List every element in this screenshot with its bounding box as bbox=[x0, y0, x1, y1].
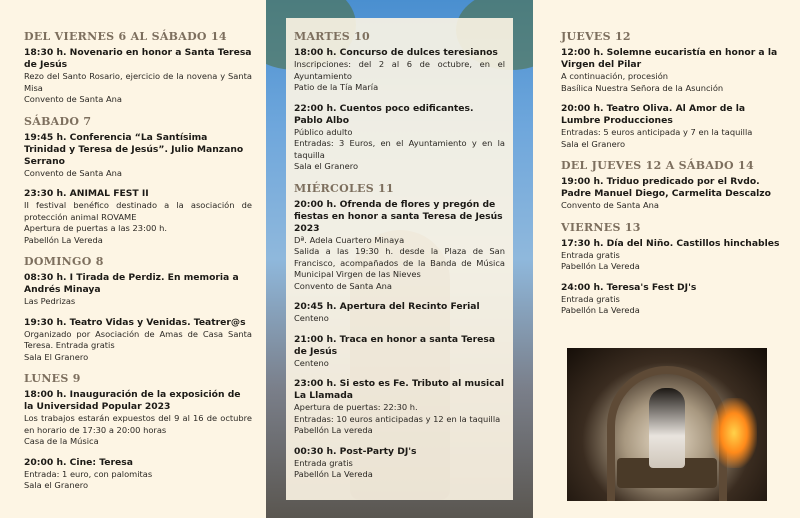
event-detail: Basílica Nuestra Señora de la Asunción bbox=[561, 82, 724, 93]
event-detail: Sala el Granero bbox=[24, 480, 89, 490]
event-detail: Pabellón La Vereda bbox=[24, 234, 103, 245]
event-item bbox=[561, 47, 786, 94]
event-title: 20:00 h. Teatro Oliva. Al Amor de la Lumbre Producciones bbox=[561, 103, 746, 126]
day-heading: MIÉRCOLES 11 bbox=[294, 181, 394, 195]
event-title: 21:00 h. Traca en honor a santa Teresa de Jesús bbox=[294, 333, 496, 357]
column-right bbox=[533, 0, 800, 518]
event-title: 24:00 h. Teresa's Fest DJ's bbox=[561, 281, 697, 293]
event-detail: Convento de Santa Ana bbox=[24, 167, 122, 178]
event-title: 18:30 h. Novenario en honor a Santa Teresa de Jesús bbox=[24, 47, 252, 70]
event-title: 20:45 h. Apertura del Recinto Ferial bbox=[294, 301, 480, 312]
event-detail: Pabellón La Vereda bbox=[294, 469, 373, 479]
procession-photo bbox=[567, 348, 767, 501]
event-detail: Pabellón La vereda bbox=[294, 425, 373, 435]
event-item bbox=[24, 188, 252, 246]
event-detail: Sala el Granero bbox=[561, 138, 626, 149]
event-item bbox=[24, 389, 252, 448]
event-title: 20:00 h. Ofrenda de flores y pregón de fiestas en honor a santa Teresa de Jesús 2023 bbox=[294, 198, 503, 234]
event-detail: Dª. Adela Cuartero Minaya bbox=[294, 234, 405, 245]
event-item bbox=[561, 282, 786, 317]
column-right-content bbox=[561, 30, 786, 317]
event-detail: Salida a las 19:30 h. desde la Plaza de San Francisco, acompañados de la Banda de Música Municipal Virgen de las Nieves bbox=[294, 246, 505, 279]
event-item bbox=[294, 47, 505, 94]
event-title: 23:30 h. ANIMAL FEST II bbox=[24, 188, 149, 199]
day-heading: SÁBADO 7 bbox=[24, 114, 92, 128]
day-heading: DEL VIERNES 6 AL SÁBADO 14 bbox=[24, 30, 227, 43]
event-item bbox=[561, 238, 786, 273]
event-title: 20:00 h. Cine: Teresa bbox=[24, 456, 133, 468]
event-detail: Centeno bbox=[294, 313, 329, 323]
event-detail: Entrada gratis bbox=[561, 293, 620, 304]
event-detail: Entrada gratis bbox=[561, 249, 620, 260]
event-item bbox=[561, 103, 786, 150]
day-heading: MARTES 10 bbox=[294, 30, 371, 43]
event-detail: Convento de Santa Ana bbox=[294, 280, 392, 291]
day-heading: LUNES 9 bbox=[24, 372, 81, 385]
event-item bbox=[294, 199, 505, 293]
event-title: 18:00 h. Inauguración de la exposición de la Universidad Popular 2023 bbox=[24, 389, 241, 412]
event-detail: Pabellón La Vereda bbox=[561, 261, 640, 271]
event-title: 18:00 h. Concurso de dulces teresianos bbox=[294, 47, 498, 58]
event-detail: Apertura de puertas a las 23:00 h. bbox=[24, 223, 167, 233]
event-item bbox=[24, 457, 252, 492]
event-title: 00:30 h. Post-Party DJ's bbox=[294, 445, 417, 457]
event-item bbox=[561, 176, 786, 212]
event-detail: Entradas: 3 Euros, en el Ayuntamiento y en la taquilla bbox=[294, 138, 505, 160]
event-detail: Convento de Santa Ana bbox=[561, 200, 659, 210]
event-detail: Convento de Santa Ana bbox=[24, 94, 122, 104]
event-detail: Entradas: 5 euros anticipada y 7 en la taquilla bbox=[561, 127, 753, 137]
event-item bbox=[24, 272, 252, 308]
event-item bbox=[294, 378, 505, 437]
event-title: 08:30 h. I Tirada de Perdiz. En memoria a Andrés Minaya bbox=[24, 272, 239, 295]
event-detail: Sala El Granero bbox=[24, 351, 89, 362]
event-detail: Las Pedrizas bbox=[24, 296, 76, 306]
event-detail: Apertura de puertas: 22:30 h. bbox=[294, 402, 418, 412]
event-item bbox=[24, 47, 252, 106]
event-detail: Organizado por Asociación de Amas de Casa Santa Teresa. Entrada gratis bbox=[24, 328, 252, 350]
event-detail: Entrada: 1 euro, con palomitas bbox=[24, 468, 153, 479]
event-detail: Centeno bbox=[294, 357, 329, 368]
event-item bbox=[294, 446, 505, 481]
event-detail: Los trabajos estarán expuestos del 9 al 16 de octubre en horario de 17:30 a 20:00 horas bbox=[24, 413, 252, 435]
event-detail: Entrada gratis bbox=[294, 457, 353, 468]
column-left bbox=[0, 0, 266, 518]
event-title: 19:30 h. Teatro Vidas y Venidas. Teatrer@s bbox=[24, 316, 246, 328]
column-center bbox=[266, 0, 533, 518]
event-detail: Entradas: 10 euros anticipadas y 12 en la taquilla bbox=[294, 413, 501, 424]
event-detail: Sala el Granero bbox=[294, 161, 359, 171]
program-card bbox=[286, 18, 513, 500]
fireworks-shape bbox=[711, 398, 757, 468]
event-detail: Casa de la Música bbox=[24, 436, 99, 446]
event-item bbox=[294, 103, 505, 173]
event-detail: Patio de la Tía María bbox=[294, 82, 379, 92]
day-heading: VIERNES 13 bbox=[561, 220, 641, 234]
event-item bbox=[24, 317, 252, 364]
day-heading: DOMINGO 8 bbox=[24, 255, 104, 268]
day-heading: DEL JUEVES 12 A SÁBADO 14 bbox=[561, 159, 754, 172]
event-title: 19:00 h. Triduo predicado por el Rvdo. Padre Manuel Diego, Carmelita Descalzo bbox=[561, 176, 771, 199]
event-item bbox=[294, 334, 505, 370]
event-detail: A continuación, procesión bbox=[561, 71, 669, 81]
event-title: 22:00 h. Cuentos poco edificantes. Pablo Albo bbox=[294, 102, 474, 126]
event-title: 17:30 h. Día del Niño. Castillos hinchables bbox=[561, 237, 780, 249]
event-detail: Pabellón La Vereda bbox=[561, 305, 640, 315]
event-item bbox=[294, 301, 505, 325]
event-detail: II festival benéfico destinado a la asociación de protección animal ROVAME bbox=[24, 200, 252, 222]
day-heading: JUEVES 12 bbox=[561, 30, 631, 43]
event-title: 12:00 h. Solemne eucaristía en honor a la Virgen del Pilar bbox=[561, 47, 778, 70]
event-detail: Público adulto bbox=[294, 126, 353, 137]
event-title: 23:00 h. Si esto es Fe. Tributo al musical La Llamada bbox=[294, 378, 504, 401]
event-title: 19:45 h. Conferencia “La Santísima Trinidad y Teresa de Jesús”. Julio Manzano Serrano bbox=[24, 131, 244, 167]
event-detail: Rezo del Santo Rosario, ejercicio de la novena y Santa Misa bbox=[24, 71, 252, 93]
event-detail: Inscripciones: del 2 al 6 de octubre, en el Ayuntamiento bbox=[294, 59, 505, 81]
statue-shape bbox=[649, 388, 685, 468]
event-item bbox=[24, 132, 252, 180]
